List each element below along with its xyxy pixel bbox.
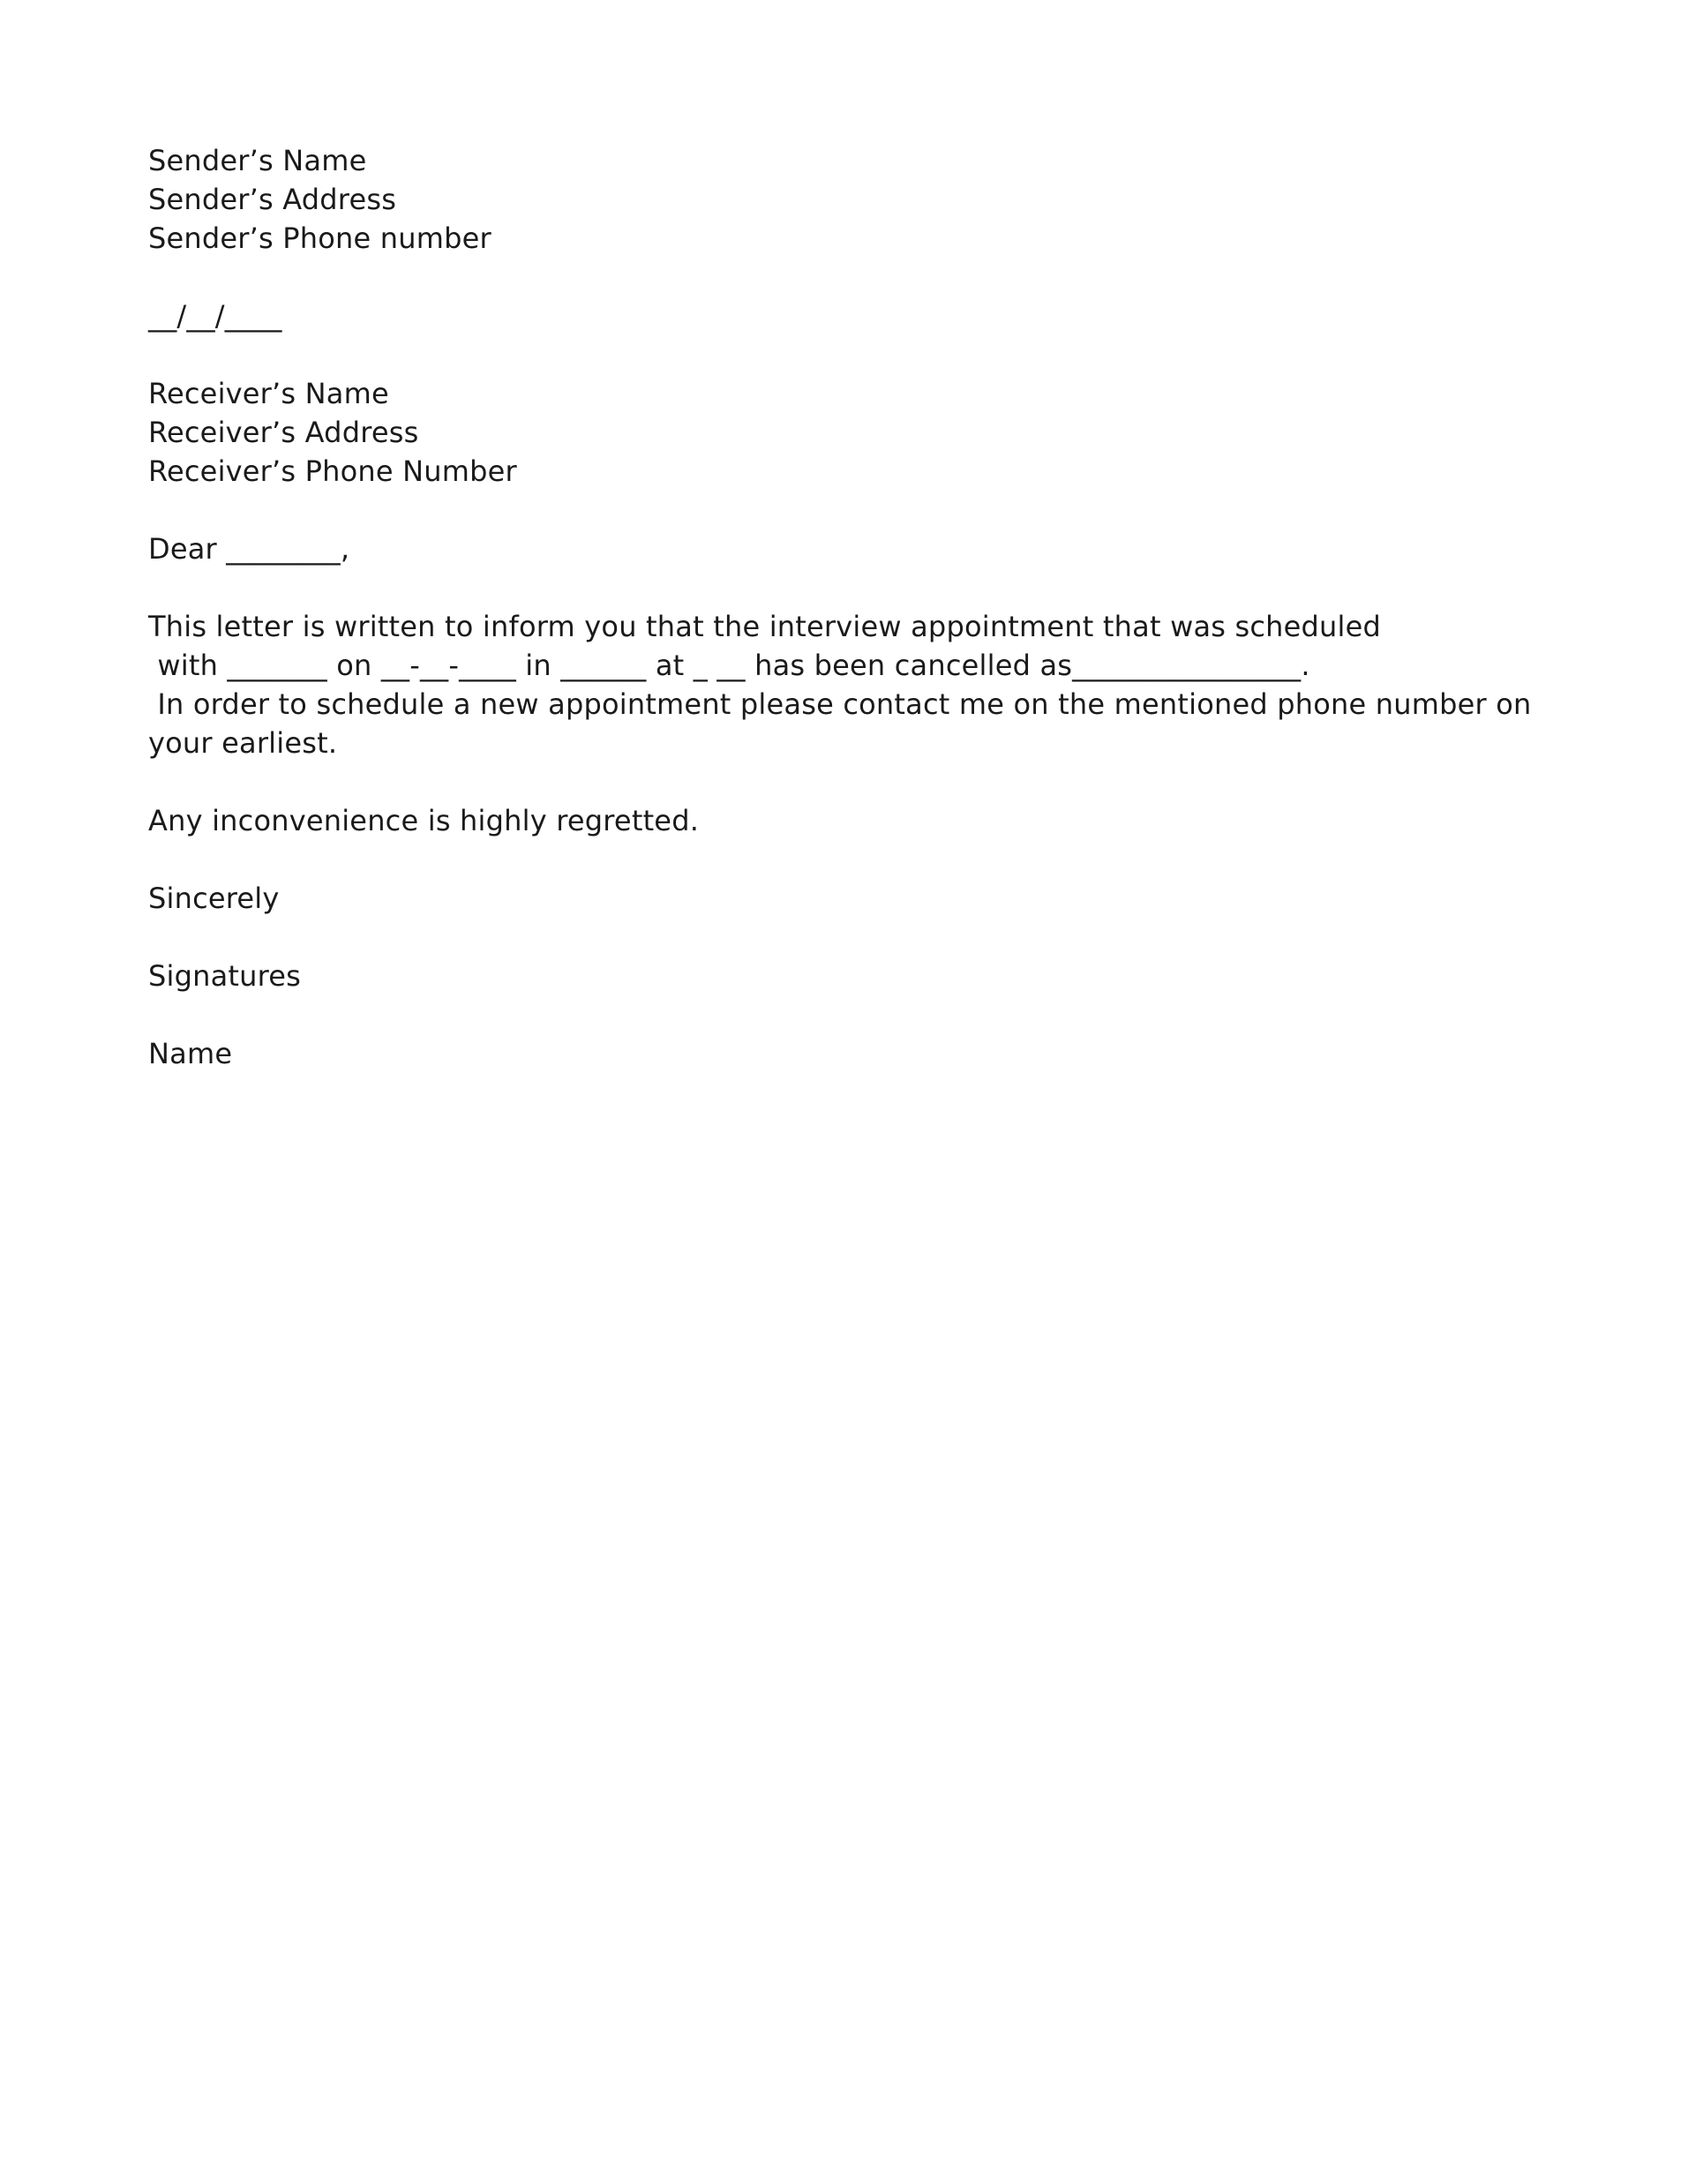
closing-name: Name — [148, 1037, 233, 1070]
letter-body — [148, 141, 1532, 1073]
spacer — [148, 491, 1489, 529]
body-line-4: your earliest. — [148, 726, 338, 760]
closing-signatures: Signatures — [148, 959, 302, 993]
spacer — [148, 258, 1489, 296]
date-line: __/__/____ — [148, 299, 282, 333]
body-line-3: In order to schedule a new appointment please contact me on the mentioned phone number on — [148, 687, 1532, 721]
receiver-address: Receiver’s Address — [148, 416, 419, 449]
spacer — [148, 762, 1489, 801]
regret-line: Any inconvenience is highly regretted. — [148, 804, 700, 837]
closing-sincerely: Sincerely — [148, 882, 280, 915]
spacer — [148, 568, 1489, 607]
receiver-phone: Receiver’s Phone Number — [148, 454, 517, 488]
body-line-2: with _______ on __-__-____ in ______ at _ __ has been cancelled as________________. — [148, 649, 1310, 682]
receiver-name: Receiver’s Name — [148, 377, 389, 410]
body-line-1: This letter is written to inform you that the interview appointment that was scheduled — [148, 610, 1382, 643]
spacer — [148, 918, 1489, 957]
sender-address: Sender’s Address — [148, 183, 397, 216]
salutation: Dear ________, — [148, 532, 350, 566]
sender-phone: Sender’s Phone number — [148, 221, 491, 255]
spacer — [148, 335, 1489, 374]
spacer — [148, 840, 1489, 879]
spacer — [148, 995, 1489, 1034]
sender-name: Sender’s Name — [148, 144, 367, 177]
